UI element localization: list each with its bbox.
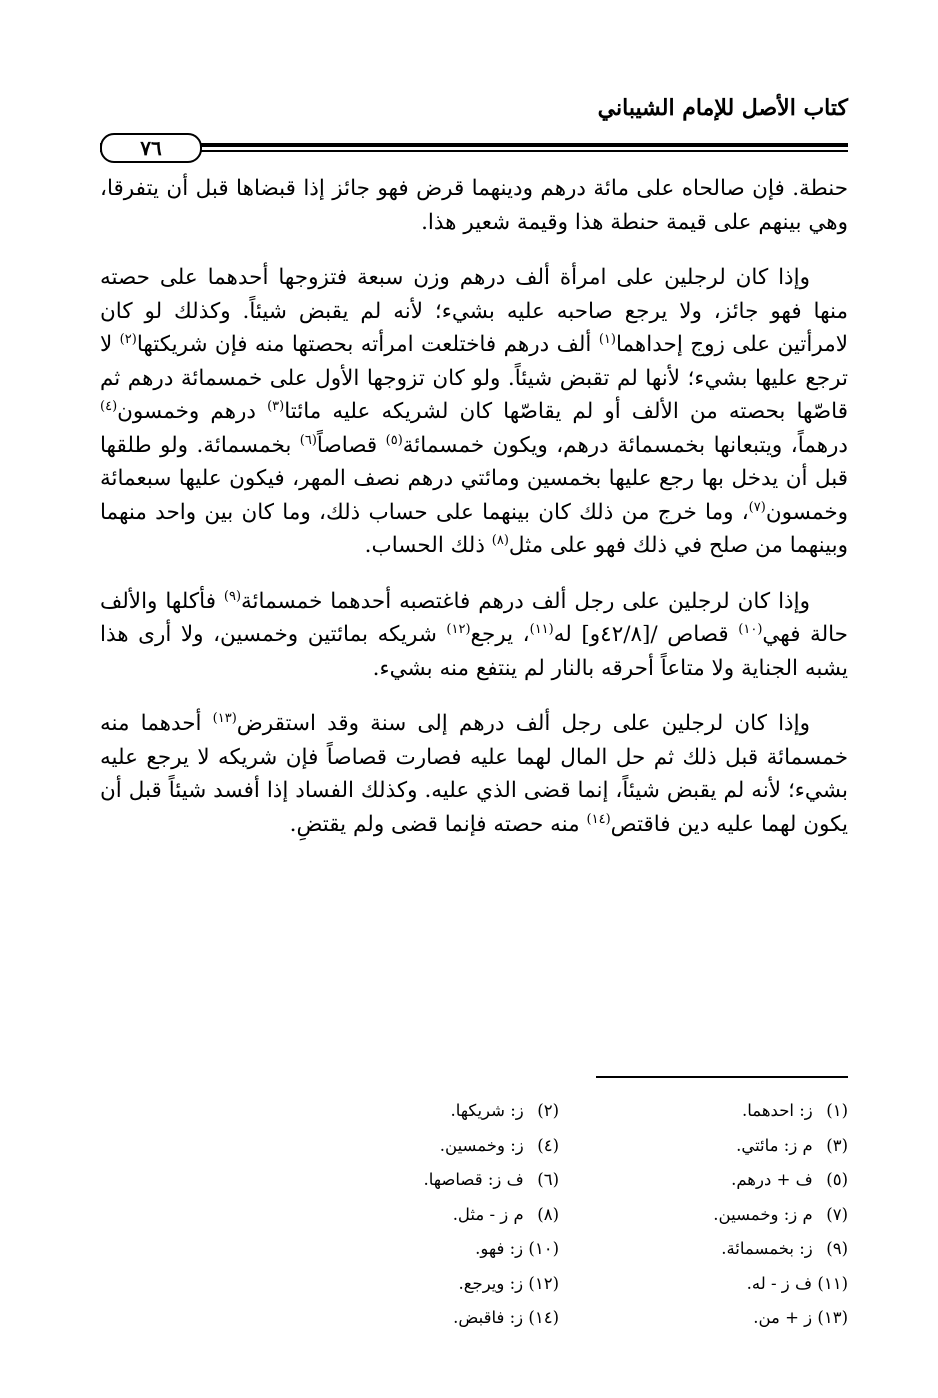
footnote-text: ف ز: قصاصها. [423, 1170, 524, 1189]
text-segment: لا ترجع عليها بشيء؛ لأنها لم تقبض شيئاً. ولو كان تزوجها الأول على خمسمائة درهم ثم قاصّها بحصته من الألف أو لم يقاصّها كان لشريكه عليه مائتا [100, 332, 849, 424]
footnote [589, 1301, 848, 1336]
paragraph [100, 261, 848, 563]
footnote-number: (١٤) [528, 1308, 559, 1327]
footnote-marker: (١٢) [446, 621, 471, 637]
footnote [300, 1198, 559, 1233]
main-text [100, 172, 848, 863]
footnote-number: (٧) [826, 1204, 848, 1224]
footnote [300, 1129, 559, 1164]
text-segment: أحدهما منه خمسمائة قبل ذلك ثم حل المال لهما عليه فصارت قصاصاً فإن شريكه لا يرجع عليه بشيء؛ لأنه لم يقبض شيئاً، إنما قضى الذي عليه. وكذلك الفساد إذا أفسد شيئاً قبل أن يكون لهما عليه دين فاقتص [100, 711, 848, 837]
footnote [589, 1198, 848, 1233]
paragraph [100, 585, 848, 686]
footnote-number: (١١) [817, 1273, 848, 1293]
footnote-text: ز: فاقبض. [453, 1308, 524, 1327]
text-segment: ذلك الحساب. [364, 533, 492, 558]
header-rule-thin [100, 150, 848, 152]
text-segment: منه حصته فإنما قضى ولم يقتضِ. [289, 811, 587, 837]
footnote-text: ز + من. [753, 1308, 813, 1327]
footnote-number: (١) [826, 1101, 848, 1120]
text-segment: قصاص /[٤٢/٨و] له [553, 622, 739, 647]
footnote-marker: (٩) [223, 588, 242, 604]
footnote-text: م ز: وخمسين. [713, 1204, 813, 1224]
footnote-text: ف + درهم. [731, 1170, 813, 1189]
footnote-marker: (٥) [385, 432, 403, 448]
footnote [300, 1267, 559, 1302]
paragraph [100, 707, 848, 841]
footnote [589, 1232, 848, 1267]
footnote [300, 1232, 559, 1267]
footnote [589, 1094, 848, 1129]
footnote-number: (٥) [826, 1170, 848, 1189]
footnote-number: (١٠) [528, 1239, 559, 1258]
footnote-marker: (٣) [267, 398, 285, 414]
footnote [589, 1267, 848, 1302]
footnote-number: (٦) [537, 1170, 559, 1189]
footnote-text: م ز: مائتي. [736, 1135, 813, 1155]
footnote-marker: (٦) [299, 432, 317, 448]
footnote-text: ز: وخمسين. [439, 1135, 524, 1155]
book-title: كتاب الأصل للإمام الشيباني [597, 95, 848, 121]
footnote [300, 1301, 559, 1336]
footnote [300, 1163, 559, 1198]
footnote-marker: (١٣) [212, 710, 237, 726]
footnote-number: (١٢) [528, 1273, 559, 1293]
footnote-marker: (١٠) [738, 621, 763, 637]
text-segment: درهماً، ويتبعانها بخمسمائة درهم، ويكون خمسمائة [402, 432, 848, 458]
text-segment: قصاصاً [316, 432, 386, 458]
footnotes [300, 1094, 848, 1336]
text-segment: درهم وخمسون [117, 399, 268, 424]
footnote-marker: (٤) [100, 398, 118, 414]
footnote-marker: (٨) [491, 532, 509, 548]
footnote-text: ز: احدهما. [742, 1101, 813, 1120]
footnote-text: ز: بخمسمائة. [721, 1239, 813, 1258]
footnote-text: ز: ويرجع. [458, 1273, 524, 1293]
text-segment: فأكلها والألف حالة فهي [100, 588, 848, 647]
text-segment: ، وما خرج من ذلك كان بينهما على حساب ذلك، وما كان بين واحد منهما وبينهما من صلح في ذلك فهو على مثل [100, 499, 848, 558]
footnote-number: (٨) [537, 1204, 559, 1224]
footnote-marker: (١١) [529, 621, 554, 637]
footnote-marker: (٧) [748, 499, 766, 515]
footnote-marker: (١٤) [586, 811, 611, 827]
page-number: ٧٦ [100, 133, 202, 163]
footnote-marker: (١) [598, 331, 616, 347]
footnote-marker: (٢) [119, 331, 137, 347]
footnote-number: (١٣) [817, 1308, 848, 1327]
text-segment: ألف درهم فاختلعت امرأته بحصتها منه فإن شريكتها [136, 332, 599, 357]
footnote [589, 1129, 848, 1164]
text-segment: ، يرجع [470, 622, 530, 647]
footnote-separator [596, 1076, 848, 1078]
header-rule [100, 135, 848, 160]
footnote-text: ف ز - له. [746, 1273, 813, 1293]
footnote [589, 1163, 848, 1198]
text-segment: شريكه بمائتين وخمسين، ولا أرى هذا يشبه الجناية ولا متاعاً أحرقه بالنار لم ينتفع منه بشيء. [100, 622, 848, 681]
footnote-number: (٢) [537, 1101, 559, 1120]
footnote [300, 1094, 559, 1129]
paragraph [100, 172, 848, 239]
footnote-number: (٩) [826, 1239, 848, 1258]
text-segment: وإذا كان لرجلين على امرأة ألف درهم وزن سبعة فتزوجها أحدهما على حصته منها فهو جائز، ولا يرجع صاحبه عليه بشيء؛ لأنه لم يقبض شيئاً. وكذلك لو كان لامرأتين على زوج إحداهما [100, 265, 848, 357]
footnote-text: م ز - مثل. [452, 1204, 524, 1224]
footnote-number: (٤) [537, 1135, 559, 1155]
header-rule-thick [100, 143, 848, 147]
text-segment: وإذا كان لرجلين على رجل ألف درهم إلى سنة وقد استقرض [236, 711, 810, 736]
footnote-number: (٣) [826, 1135, 848, 1155]
text-segment: وإذا كان لرجلين على رجل ألف درهم فاغتصبه أحدهما خمسمائة [241, 588, 810, 614]
footnote-text: ز: شريكها. [450, 1101, 524, 1120]
text-segment: بخمسمائة. ولو طلقها قبل أن يدخل بها رجع عليها بخمسين ومائتي درهم نصف المهر، فيكون عليها سبعمائة وخمسون [100, 432, 848, 525]
text-segment: حنطة. فإن صالحاه على مائة درهم ودينهما قرض فهو جائز إذا قبضاها قبل أن يتفرقا، وهي بينهم على قيمة حنطة هذا وقيمة شعير هذا. [100, 176, 848, 235]
footnote-text: ز: فهو. [475, 1239, 524, 1258]
page-header [100, 95, 848, 160]
